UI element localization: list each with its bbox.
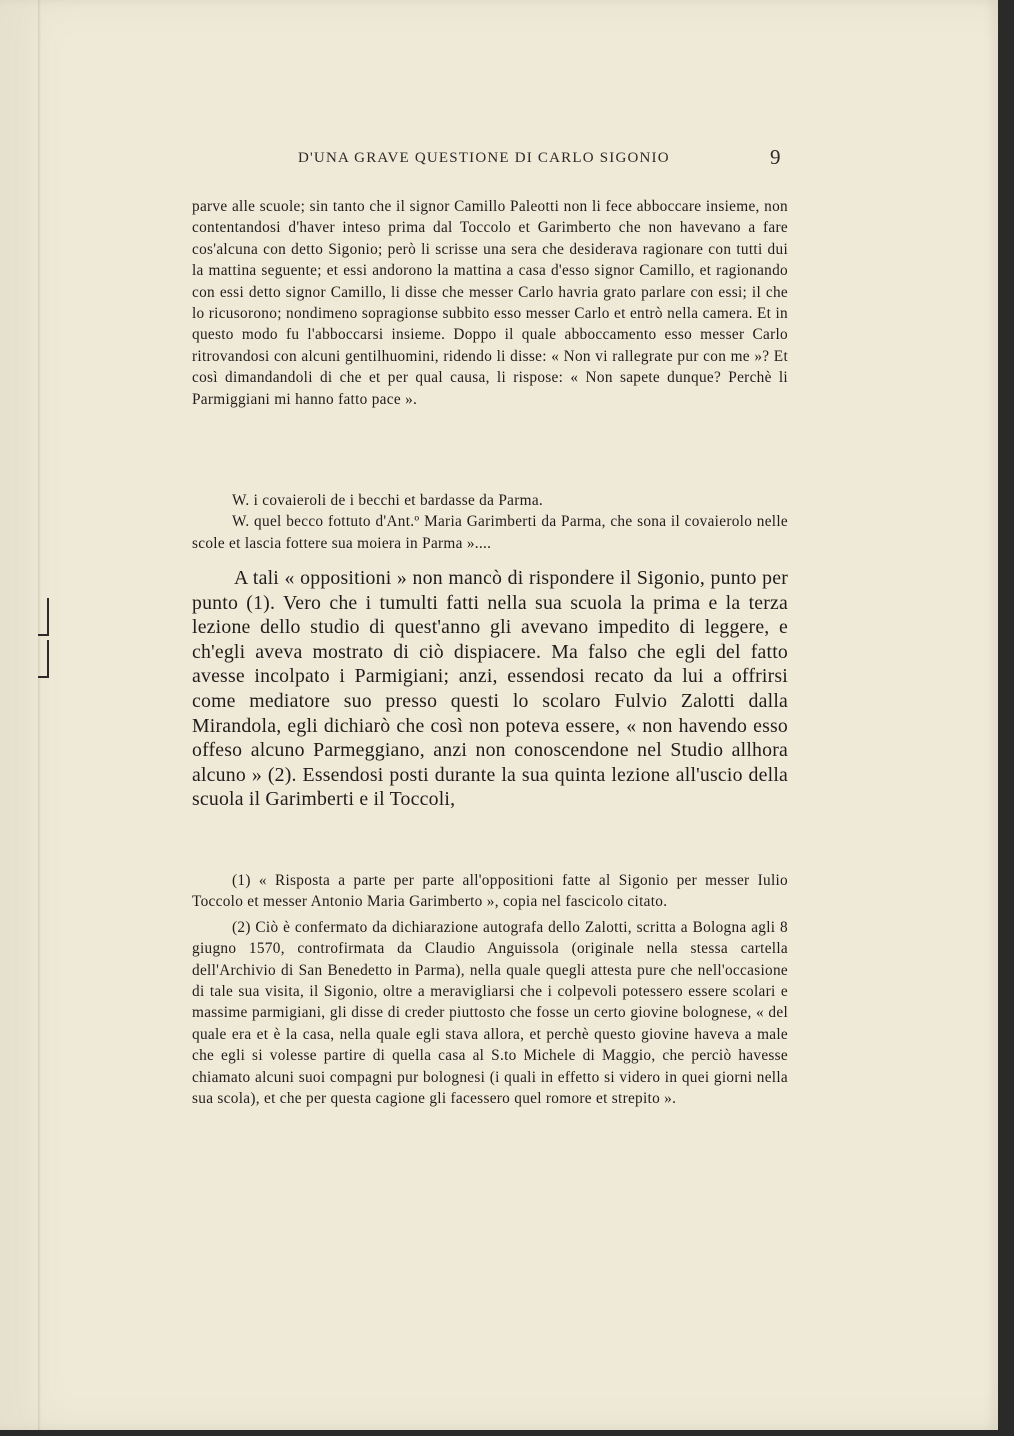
body-paragraph-1	[192, 196, 788, 410]
graffiti-line-2: W. quel becco fottuto d'Ant.º Maria Garimberti da Parma, che sona il covaierolo nelle scole et lascia fottere sua moiera in Parma »....	[192, 513, 788, 552]
footnotes	[192, 870, 788, 1109]
margin-mark	[38, 598, 49, 636]
body-paragraph-2	[192, 566, 788, 812]
running-title: D'UNA GRAVE QUESTIONE DI CARLO SIGONIO	[298, 150, 670, 166]
graffiti-line-1: W. i covaieroli de i becchi et bardasse da Parma.	[232, 492, 544, 509]
paragraph-text: A tali « oppositioni » non mancò di rispondere il Sigonio, punto per punto (1). Vero che i tumulti fatti nella sua scuola la prima e la terza lezione dello studio di quest'anno gli avevano impedito di leggere, e ch'egli aveva mostrato di ciò dispiacere. Ma falso che egli del fatto avesse incolpato i Parmigiani; anzi, essendosi recato da lui a offrirsi come mediatore suo presso questi lo scolaro Fulvio Zalotti dalla Mirandola, egli dichiarò che così non poteva essere, « non havendo esso offeso alcuno Parmeggiano, anzi non conoscendone nel Studio allhora alcuno » (2). Essendosi posti durante la sua quinta lezione all'uscio della scuola il Garimberti e il Toccoli,	[192, 567, 788, 811]
footnote-1: (1) « Risposta a parte per parte all'oppositioni fatte al Sigonio per messer Iulio Toccolo et messer Antonio Maria Garimberto », copia nel fascicolo citato.	[192, 872, 788, 911]
quoted-graffiti	[192, 490, 788, 554]
page-gutter	[38, 0, 41, 1430]
paragraph-text: parve alle scuole; sin tanto che il signor Camillo Paleotti non li fece abboccare insieme, non contentandosi d'haver inteso prima dal Toccolo et Garimberto che non havevano a fare cos'alcuna con detto Sigonio; però li scrisse una sera che desiderava ragionare con tutti dui la mattina seguente; et essi andorono la mattina a casa d'esso signor Camillo, et ragionando con essi detto signor Camillo, li disse che messer Carlo havria grato parlare con essi; il che lo ricusorono; nondimeno sopragionse subbito esso messer Carlo et entrò nella camera. Et in questo modo fu l'abboccarsi insieme. Doppo il quale abboccamento esso messer Carlo ritrovandosi con alcuni gentilhuomini, ridendo li disse: « Non vi rallegrate pur con me »? Et così dimandandoli di che et per qual causa, li rispose: « Non sapete dunque? Perchè li Parmiggiani mi hanno fatto pace ».	[192, 198, 788, 408]
footnote-2: (2) Ciò è confermato da dichiarazione autografa dello Zalotti, scritta a Bologna agli 8 giugno 1570, controfirmata da Claudio Anguissola (originale nella stessa cartella dell'Archivio di San Benedetto in Parma), nella quale quegli attesta pure che nell'occasione di tale sua visita, il Sigonio, oltre a meravigliarsi che i colpevoli potessero essere scolari e massime parmigiani, gli disse di creder piuttosto che fosse un certo giovine bolognese, « del quale era et è la casa, nella quale egli stava allora, et perchè questo giovine haveva a male che egli si volesse partire di quella casa al S.to Michele di Maggio, che perciò havesse chiamato alcuni suoi compagni pur bolognesi (i quali in effetto si videro in quei giorni nella sua scola), et che per questa cagione gli facessero quel romore et strepito ».	[192, 918, 788, 1108]
margin-mark	[38, 640, 49, 678]
page-number: 9	[770, 145, 781, 169]
